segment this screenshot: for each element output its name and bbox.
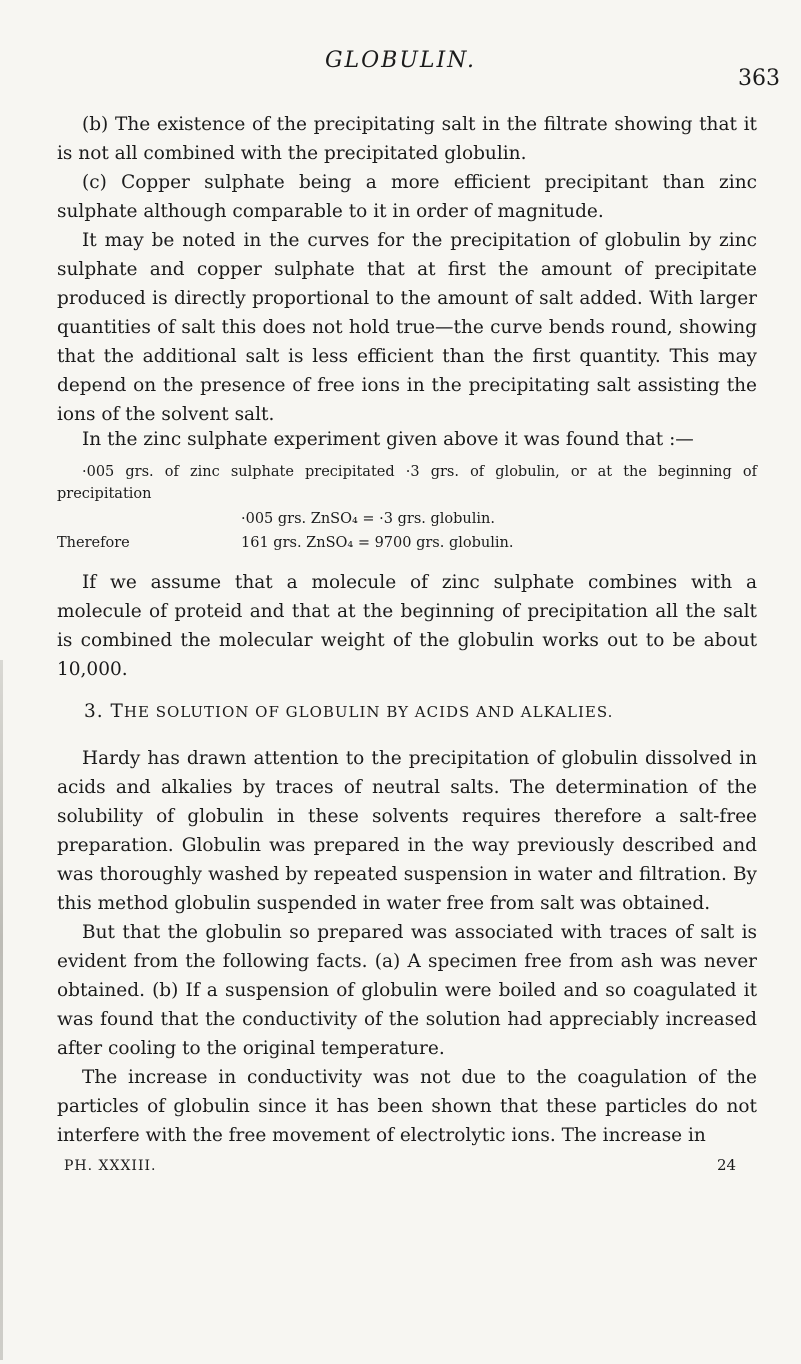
paragraph-evidence: But that the globulin so prepared was associated with traces of salt is evident from the following facts. (a) A specimen free from ash was never obtained. (b) If a suspension of globulin were boiled and so coagulated it was found that the conductivity of the solution had appreciably increased after cooling to the original temperature. — [57, 922, 757, 1059]
signature-mark-journal: PH. XXXIII. — [64, 1158, 157, 1174]
calculation-line-3: 161 grs. ZnSO₄ = 9700 grs. globulin. — [241, 535, 514, 551]
page-number: 363 — [738, 66, 780, 91]
paragraph-molecular-weight: If we assume that a molecule of zinc sulphate combines with a molecule of proteid and that at the beginning of precipitation all the salt is combined the molecular weight of the globulin works out to be about 10,000. — [57, 572, 757, 680]
page-edge-shadow — [0, 660, 3, 1360]
paragraph-zinc-intro: In the zinc sulphate experiment given above it was found that :— — [82, 429, 694, 450]
paragraph-increase: The increase in conductivity was not due to the coagulation of the particles of globulin since it has been shown that these particles do not interfere with the free movement of electrolytic ions. The increase in — [57, 1067, 757, 1146]
section-heading — [84, 701, 613, 722]
signature-mark-number: 24 — [717, 1156, 737, 1174]
paragraph-hardy: Hardy has drawn attention to the precipitation of globulin dissolved in acids and alkalies by traces of neutral salts. The determination of the solubility of globulin in these solvents requires therefore a salt-free preparation. Globulin was prepared in the way previously described and was thoroughly washed by repeated suspension in water and filtration. By this method globulin suspended in water free from salt was obtained. — [57, 748, 757, 914]
paragraph-b: (b) The existence of the precipitating salt in the filtrate showing that it is not all combined with the precipitated globulin. — [57, 114, 757, 164]
calculation-line-1: ·005 grs. of zinc sulphate precipitated ·3 grs. of globulin, or at the beginning of precipitation — [57, 464, 757, 502]
paragraph-c: (c) Copper sulphate being a more efficient precipitant than zinc sulphate although comparable to it in order of magnitude. — [57, 172, 757, 222]
section-title-initial: T — [110, 701, 124, 722]
paragraph-curves: It may be noted in the curves for the precipitation of globulin by zinc sulphate and copper sulphate that at first the amount of precipitate produced is directly proportional to the amount of salt added. With larger quantities of salt this does not hold true—the curve bends round, showing that the additional salt is less efficient than the first quantity. This may depend on the presence of free ions in the precipitating salt assisting the ions of the solvent salt. — [57, 230, 757, 425]
running-title: GLOBULIN. — [324, 48, 477, 73]
calculation-therefore-label: Therefore — [57, 535, 130, 551]
section-number: 3. — [84, 701, 104, 722]
section-title-rest: HE SOLUTION OF GLOBULIN BY ACIDS AND ALKALIES. — [123, 703, 614, 721]
calculation-line-2: ·005 grs. ZnSO₄ = ·3 grs. globulin. — [241, 511, 495, 527]
